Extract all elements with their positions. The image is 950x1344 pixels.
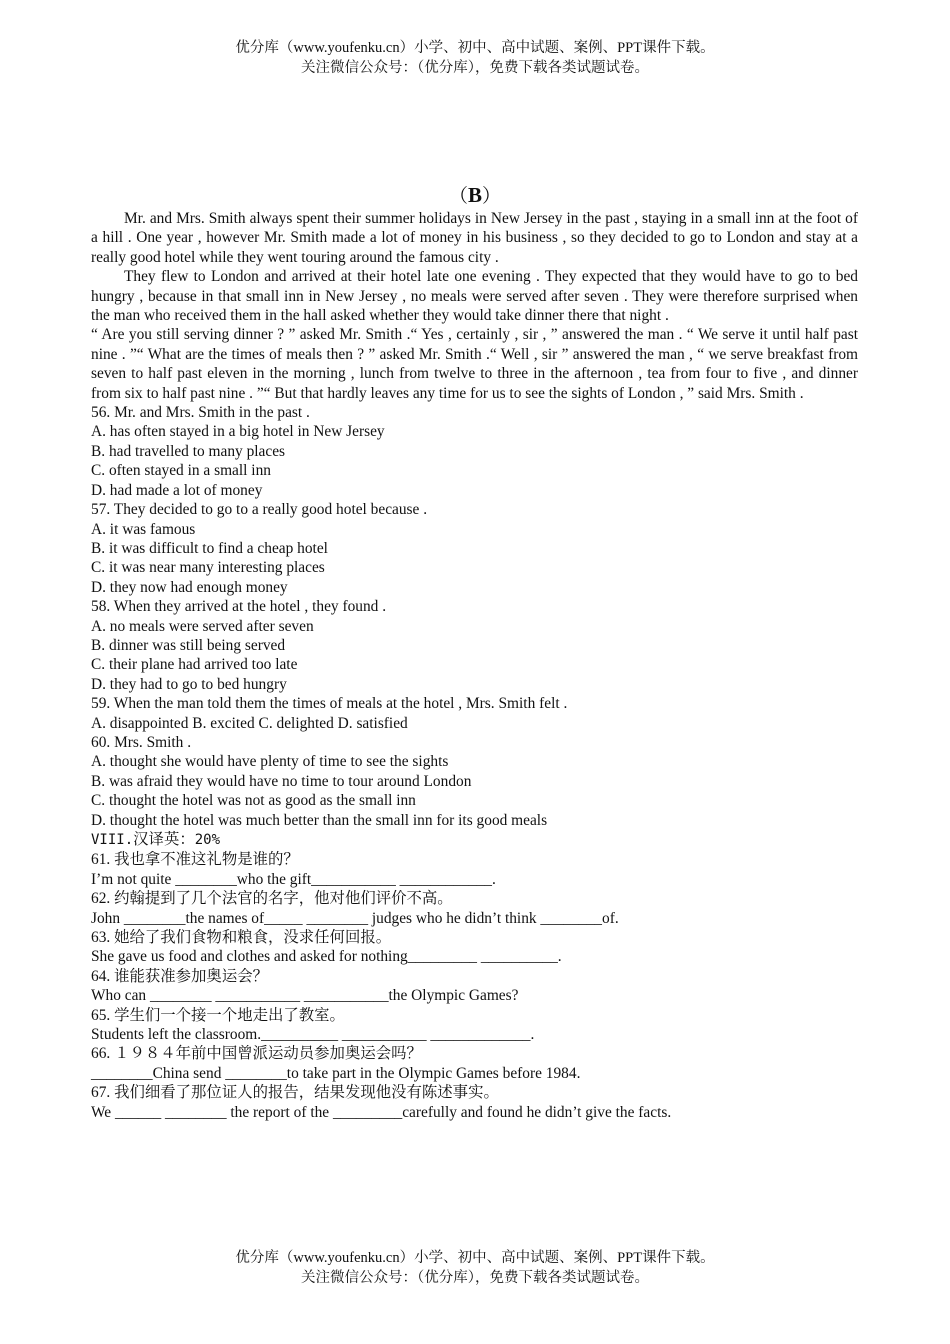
page-footer: [0, 1248, 950, 1288]
passage-paragraph-3: “ Are you still serving dinner ? ” asked Mr. Smith .“ Yes , certainly , sir , ” answered the man . “ We serve it until half past nine . ”“ What are the times of meals then ? ” asked Mr. Smith .“ Well , sir ” answered the man , “ we serve breakfast from seven to half past eleven in the morning , lunch from twelve to three in the afternoon , tea from four to five , and dinner from six to half past nine . ”“ But that hardly leaves any time for us to see the sights of London , ” said Mrs. Smith .: [91, 326, 858, 402]
option-b: B. dinner was still being served: [91, 636, 286, 654]
option-a: A. it was famous: [91, 520, 196, 538]
option-a: A. thought she would have plenty of time to see the sights: [91, 753, 449, 771]
question-56: [91, 403, 858, 500]
option-a: A. has often stayed in a big hotel in New Jersey: [91, 423, 385, 441]
header-line-2: 关注微信公众号：（优分库），免费下载各类试题试卷。: [301, 60, 649, 76]
english-blank-line: Who can ________ ___________ ___________the Olympic Games?: [91, 987, 519, 1005]
english-blank-line: I’m not quite ________who the gift___________ ____________.: [91, 870, 496, 888]
passage-paragraph-2: They flew to London and arrived at their hotel late one evening . They expected that they would have to go to bed hungry , because in that small inn in New Jersey , no meals were served after seven . They were therefore surprised when the man who received them in the hall asked whether they would take dinner there that night .: [91, 268, 858, 325]
option-a: A. no meals were served after seven: [91, 617, 314, 635]
footer-line-2: 关注微信公众号：（优分库），免费下载各类试题试卷。: [301, 1270, 649, 1286]
options-inline: A. disappointed B. excited C. delighted D. satisfied: [91, 714, 408, 732]
translation-item-66: [91, 1044, 858, 1083]
english-blank-line: Students left the classroom.__________ ___________ _____________.: [91, 1026, 535, 1044]
option-c: C. thought the hotel was not as good as the small inn: [91, 792, 416, 810]
chinese-prompt: 67. 我们细看了那位证人的报告，结果发现他没有陈述事实。: [91, 1084, 499, 1102]
question-59: [91, 694, 858, 733]
chinese-prompt: 62. 约翰提到了几个法官的名字，他对他们评价不高。: [91, 890, 453, 908]
page-header: [0, 38, 950, 78]
option-c: C. often stayed in a small inn: [91, 462, 271, 480]
section-title-letter: B: [467, 183, 482, 207]
english-blank-line: ________China send ________to take part in the Olympic Games before 1984.: [91, 1064, 581, 1082]
document-body: [91, 209, 858, 1122]
question-stem: 56. Mr. and Mrs. Smith in the past .: [91, 404, 310, 422]
option-d: D. thought the hotel was much better than the small inn for its good meals: [91, 811, 548, 829]
translation-item-62: [91, 889, 858, 928]
translation-heading: [91, 830, 858, 850]
option-c: C. their plane had arrived too late: [91, 656, 298, 674]
english-blank-line: We ______ ________ the report of the _________carefully and found he didn’t give the facts.: [91, 1103, 672, 1121]
translation-item-64: [91, 967, 858, 1006]
translation-item-67: [91, 1083, 858, 1122]
section-title: [0, 182, 950, 210]
question-stem: 57. They decided to go to a really good hotel because .: [91, 501, 428, 519]
chinese-prompt: 63. 她给了我们食物和粮食，没求任何回报。: [91, 929, 392, 947]
header-line-1: 优分库（www.youfenku.cn）小学、初中、高中试题、案例、PPT课件下载。: [235, 40, 715, 56]
option-d: D. they now had enough money: [91, 578, 288, 596]
question-stem: 60. Mrs. Smith .: [91, 733, 192, 751]
question-stem: 58. When they arrived at the hotel , they found .: [91, 598, 387, 616]
english-blank-line: She gave us food and clothes and asked for nothing_________ __________.: [91, 948, 562, 966]
question-60: [91, 733, 858, 830]
option-c: C. it was near many interesting places: [91, 559, 325, 577]
option-b: B. had travelled to many places: [91, 442, 286, 460]
option-b: B. was afraid they would have no time to tour around London: [91, 772, 472, 790]
translation-heading-score: 20%: [194, 832, 221, 848]
translation-item-61: [91, 850, 858, 889]
option-d: D. they had to go to bed hungry: [91, 675, 287, 693]
translation-item-63: [91, 928, 858, 967]
question-57: [91, 500, 858, 597]
translation-item-65: [91, 1006, 858, 1045]
footer-line-1: 优分库（www.youfenku.cn）小学、初中、高中试题、案例、PPT课件下载。: [235, 1250, 715, 1266]
english-blank-line: John ________the names of_____ ________ judges who he didn’t think ________of.: [91, 909, 619, 927]
section-title-close: ）: [482, 186, 502, 207]
question-58: [91, 597, 858, 694]
translation-heading-label: 汉译英：: [133, 831, 195, 848]
chinese-prompt: 61. 我也拿不准这礼物是谁的？: [91, 851, 299, 869]
section-title-open: （: [448, 186, 468, 207]
chinese-prompt: 65. 学生们一个接一个地走出了教室。: [91, 1006, 345, 1024]
option-b: B. it was difficult to find a cheap hotel: [91, 539, 328, 557]
chinese-prompt: 64. 谁能获准参加奥运会？: [91, 967, 268, 985]
option-d: D. had made a lot of money: [91, 481, 263, 499]
passage-paragraph-1: Mr. and Mrs. Smith always spent their summer holidays in New Jersey in the past , staying in a small inn at the foot of a hill . One year , however Mr. Smith made a lot of money in his business , so they decided to go to London and stay at a really good hotel while they went touring around the famous city .: [91, 210, 858, 266]
translation-heading-prefix: VIII.: [91, 832, 134, 848]
question-stem: 59. When the man told them the times of meals at the hotel , Mrs. Smith felt .: [91, 695, 568, 713]
chinese-prompt: 66. １９８４年前中国曾派运动员参加奥运会吗？: [91, 1045, 422, 1063]
